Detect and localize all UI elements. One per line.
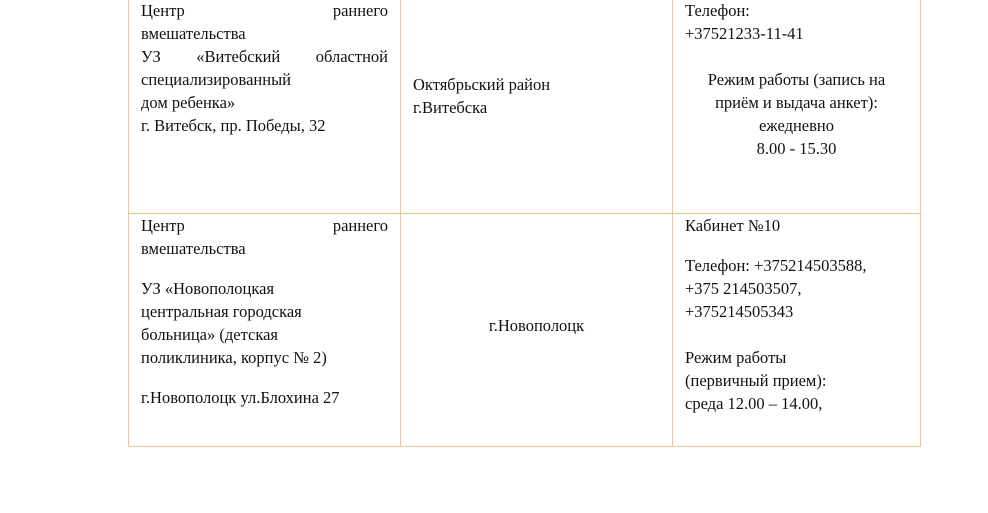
phone-line: +375214505343 bbox=[685, 302, 794, 321]
org-name-line: УЗ «Новополоцкая bbox=[141, 279, 275, 298]
org-title-line bbox=[141, 0, 388, 22]
district-line: г.Новополоцк bbox=[488, 316, 585, 335]
table-row bbox=[129, 0, 921, 214]
org-address: г. Витебск, пр. Победы, 32 bbox=[141, 116, 326, 135]
organization-cell bbox=[129, 0, 401, 214]
hours-line: 8.00 - 15.30 bbox=[756, 139, 837, 158]
contacts-table bbox=[128, 0, 921, 447]
table-row bbox=[129, 214, 921, 447]
org-uz-word: УЗ bbox=[141, 47, 161, 66]
district-cell bbox=[401, 214, 673, 447]
working-hours bbox=[685, 68, 908, 160]
org-title-line bbox=[141, 214, 388, 237]
org-name-line: больница» (детская bbox=[141, 325, 279, 344]
org-address: г.Новополоцк ул.Блохина 27 bbox=[141, 388, 340, 407]
cabinet-number: Кабинет №10 bbox=[685, 216, 781, 235]
org-uz-line bbox=[141, 45, 388, 68]
org-uz-word: областной bbox=[315, 47, 388, 66]
org-title-line2: вмешательства bbox=[141, 24, 246, 43]
org-title-word: Центр bbox=[141, 216, 185, 235]
phone-line: +375 214503507, bbox=[685, 279, 802, 298]
hours-line: Режим работы bbox=[685, 348, 787, 367]
org-uz-word: «Витебский bbox=[196, 47, 281, 66]
hours-line: (первичный прием): bbox=[685, 371, 827, 390]
org-name-line: дом ребенка» bbox=[141, 93, 236, 112]
org-name-line: центральная городская bbox=[141, 302, 302, 321]
hours-line: среда 12.00 – 14.00, bbox=[685, 394, 823, 413]
org-title-word: Центр bbox=[141, 1, 185, 20]
hours-line: приём и выдача анкет): bbox=[715, 93, 878, 112]
district-line: г.Витебска bbox=[413, 98, 488, 117]
phone-number: +37521233-11-41 bbox=[685, 24, 804, 43]
org-title-word: раннего bbox=[332, 1, 388, 20]
district-cell bbox=[401, 0, 673, 214]
phone-line: Телефон: +375214503588, bbox=[685, 256, 867, 275]
organization-cell bbox=[129, 214, 401, 447]
hours-line: Режим работы (запись на bbox=[707, 70, 886, 89]
org-title-line2: вмешательства bbox=[141, 239, 246, 258]
hours-line: ежедневно bbox=[758, 116, 835, 135]
contacts-cell bbox=[673, 0, 921, 214]
district-line: Октябрьский район bbox=[413, 75, 551, 94]
org-title-word: раннего bbox=[332, 216, 388, 235]
org-name-line: поликлиника, корпус № 2) bbox=[141, 348, 327, 367]
phone-label: Телефон: bbox=[685, 1, 750, 20]
contacts-cell bbox=[673, 214, 921, 447]
org-name-line: специализированный bbox=[141, 70, 291, 89]
